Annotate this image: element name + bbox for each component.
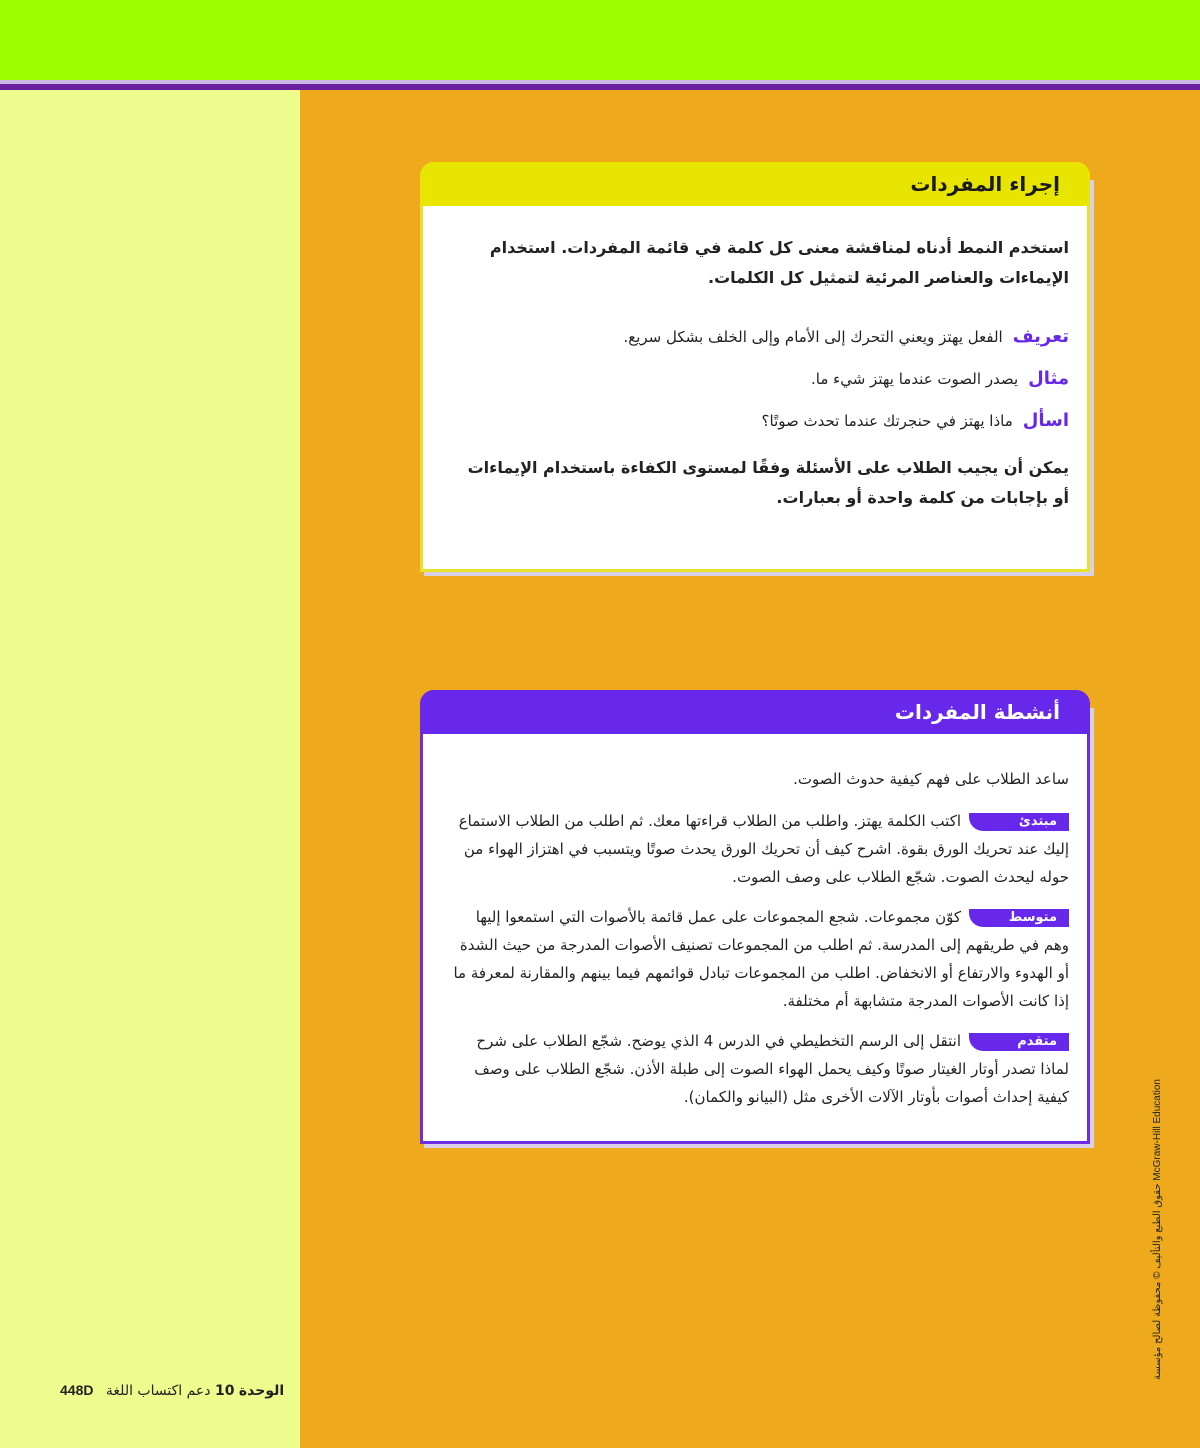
box-shadow [424, 572, 1094, 576]
top-color-band [0, 0, 1200, 80]
routine-row-text: ماذا يهتز في حنجرتك عندما تحدث صوتًا؟ [761, 412, 1013, 430]
vocab-routine-body [423, 209, 1087, 569]
level-tag: مبتدئ [969, 813, 1069, 831]
page-footer [60, 1382, 322, 1399]
vocab-activities-box [420, 690, 1090, 1144]
routine-row-define [453, 323, 1069, 351]
level-tag: متقدم [969, 1033, 1069, 1051]
level-text: انتقل إلى الرسم التخطيطي في الدرس 4 الذي يوضح. شجّع الطلاب على شرح لماذا تصدر أوتار الغيتار صوتًا وكيف يحمل الهواء الصوت إلى طبلة الأذن. شجّع الطلاب على وصف كيفية إحداث أصوات بأوتار الآلات الأخرى مثل (البيانو والكمان). [474, 1032, 1069, 1106]
footer-unit-label: الوحدة [238, 1383, 285, 1399]
routine-row-text: الفعل يهتز ويعني التحرك إلى الأمام وإلى الخلف بشكل سريع. [623, 328, 1003, 346]
vocab-routine-box [420, 162, 1090, 572]
level-text: اكتب الكلمة يهتز. واطلب من الطلاب قراءتها معك. ثم اطلب من الطلاب الاستماع إليك عند تحريك الورق بقوة. اشرح كيف أن تحريك الورق يحدث صوتًا ويتسبب في اهتزاز الهواء من حوله ليحدث الصوت. شجّع الطلاب على وصف الصوت. [458, 812, 1069, 886]
vocab-routine-outro: يمكن أن يجيب الطلاب على الأسئلة وفقًا لمستوى الكفاءة باستخدام الإيماءات أو بإجابات من كلمة واحدة أو بعبارات. [467, 458, 1069, 507]
vocab-activities-body [423, 737, 1087, 1141]
box-shadow [424, 1144, 1094, 1148]
level-beginning [453, 807, 1069, 891]
level-intermediate [453, 903, 1069, 1015]
box-shadow [1090, 180, 1094, 576]
vocab-routine-intro: استخدم النمط أدناه لمناقشة معنى كل كلمة في قائمة المفردات. استخدام الإيماءات والعناصر المرئية لتمثيل كل الكلمات. [489, 238, 1069, 287]
vocab-routine-header [420, 162, 1090, 206]
footer-unit-number: 10 [214, 1383, 235, 1399]
footer-subtitle: دعم اكتساب اللغة [105, 1383, 211, 1399]
level-text: كوّن مجموعات. شجع المجموعات على عمل قائمة بالأصوات التي استمعوا إليها وهم في طريقهم إلى المدرسة. ثم اطلب من المجموعات تصنيف الأصوات المدرجة من حيث الشدة أو الهدوء والارتفاع أو الانخفاض. اطلب من المجموعات تبادل قوائمهم فيما بينهم والمقارنة لمعرفة ما إذا كانت الأصوات المدرجة متشابهة أم مختلفة. [453, 908, 1069, 1010]
box-shadow [1090, 708, 1094, 1148]
routine-row-example [453, 365, 1069, 393]
routine-row-label: اسأل [1022, 410, 1069, 431]
vocab-activities-intro: ساعد الطلاب على فهم كيفية حدوث الصوت. [793, 770, 1069, 788]
vocab-activities-title: أنشطة المفردات [894, 700, 1060, 724]
routine-row-ask [453, 407, 1069, 435]
level-advanced [453, 1027, 1069, 1111]
page-number: 448D [60, 1382, 94, 1398]
left-margin-panel [0, 90, 300, 1448]
copyright-side-text: حقوق الطبع والتأليف © محفوظة لصالح مؤسسة McGraw-Hill Education [1152, 1079, 1163, 1380]
routine-row-label: مثال [1028, 368, 1069, 389]
level-tag: متوسط [969, 909, 1069, 927]
vocab-activities-header [420, 690, 1090, 734]
vocab-routine-title: إجراء المفردات [910, 172, 1060, 196]
routine-row-label: تعريف [1012, 326, 1069, 347]
routine-row-text: يصدر الصوت عندما يهتز شيء ما. [811, 370, 1019, 388]
